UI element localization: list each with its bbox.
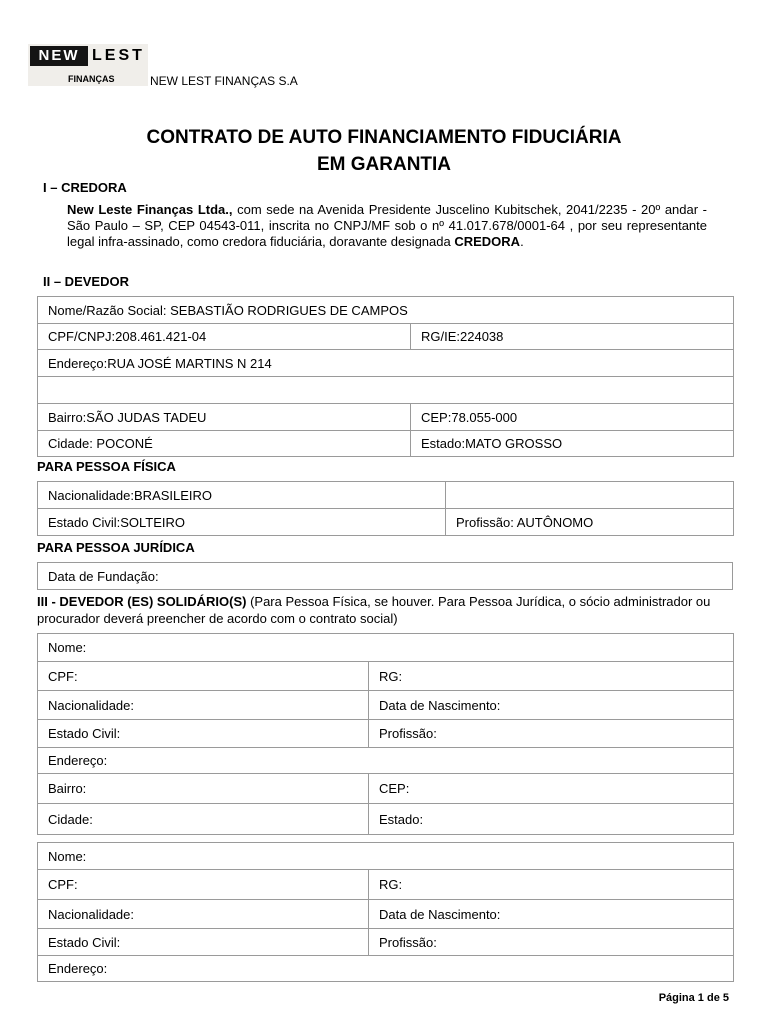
document-title-line2: EM GARANTIA	[316, 154, 452, 175]
sol2-estado-civil-field[interactable]: Estado Civil:	[38, 929, 369, 956]
sol1-cidade-field[interactable]: Cidade:	[38, 804, 369, 835]
devedor-bairro-field[interactable]: Bairro:SÃO JUDAS TADEU	[38, 404, 411, 431]
sol1-cpf-field[interactable]: CPF:	[38, 662, 369, 691]
devedor-endereco-extra-field[interactable]	[38, 377, 734, 404]
sol1-nascimento-field[interactable]: Data de Nascimento:	[369, 691, 734, 720]
section-credora-heading: I – CREDORA	[43, 180, 127, 195]
sol2-rg-field[interactable]: RG:	[369, 870, 734, 900]
credora-text-end: .	[520, 234, 524, 249]
credora-paragraph	[67, 202, 707, 250]
devedor-rg-field[interactable]: RG/IE:224038	[411, 324, 734, 350]
sol1-bairro-field[interactable]: Bairro:	[38, 774, 369, 804]
devedor-cep-field[interactable]: CEP:78.055-000	[411, 404, 734, 431]
sol2-nascimento-field[interactable]: Data de Nascimento:	[369, 900, 734, 929]
sol2-cpf-field[interactable]: CPF:	[38, 870, 369, 900]
sol2-profissao-field[interactable]: Profissão:	[369, 929, 734, 956]
pj-data-fundacao-field[interactable]: Data de Fundação:	[38, 563, 733, 590]
pf-profissao-field[interactable]: Profissão: AUTÔNOMO	[446, 509, 734, 536]
sol1-profissao-field[interactable]: Profissão:	[369, 720, 734, 748]
logo-word-new: NEW	[30, 46, 88, 66]
pf-empty-field[interactable]	[446, 482, 734, 509]
sol1-estado-civil-field[interactable]: Estado Civil:	[38, 720, 369, 748]
pessoa-juridica-table	[37, 562, 733, 590]
pf-nacionalidade-field[interactable]: Nacionalidade:BRASILEIRO	[38, 482, 446, 509]
devedor-solidario-header	[37, 593, 727, 627]
devedor-solidario-table-2	[37, 842, 734, 982]
section-devedor-heading: II – DEVEDOR	[43, 274, 129, 289]
company-name: NEW LEST FINANÇAS S.A	[150, 74, 298, 88]
sol2-nacionalidade-field[interactable]: Nacionalidade:	[38, 900, 369, 929]
credora-text: com sede na Avenida Presidente Juscelino Kubitschek, 2041/2235 - 20º andar - São Paulo – SP, CEP 04543-011, inscrita no CNPJ/MF sob o nº 41.017.678/0001-64 , por seu representante legal infra-assinado, como credora fiduciária, doravante designada	[67, 202, 707, 249]
sol1-endereco-field[interactable]: Endereço:	[38, 748, 734, 774]
devedor-table	[37, 296, 734, 457]
page-number: Página 1 de 5	[658, 992, 729, 1004]
sol2-nome-field[interactable]: Nome:	[38, 843, 734, 870]
sol1-rg-field[interactable]: RG:	[369, 662, 734, 691]
devedor-solidario-note: (Para Pessoa Física, se houver. Para Pessoa Jurídica, o sócio administrador ou procurador deverá preencher de acordo com o contrato social)	[37, 594, 711, 626]
sol1-cep-field[interactable]: CEP:	[369, 774, 734, 804]
sol1-nome-field[interactable]: Nome:	[38, 634, 734, 662]
devedor-endereco-field[interactable]: Endereço:RUA JOSÉ MARTINS N 214	[38, 350, 734, 377]
credora-designation: CREDORA	[454, 234, 521, 249]
pessoa-juridica-heading: PARA PESSOA JURÍDICA	[37, 540, 195, 555]
sol1-estado-field[interactable]: Estado:	[369, 804, 734, 835]
logo-word-lest: LEST	[92, 47, 145, 64]
pf-estado-civil-field[interactable]: Estado Civil:SOLTEIRO	[38, 509, 446, 536]
credora-company: New Leste Finanças Ltda.,	[67, 202, 233, 217]
section-devedor-solidario-heading: III - DEVEDOR (ES) SOLIDÁRIO(S)	[37, 594, 247, 609]
sol2-endereco-field[interactable]: Endereço:	[38, 956, 734, 982]
devedor-cidade-field[interactable]: Cidade: POCONÉ	[38, 431, 411, 457]
devedor-estado-field[interactable]: Estado:MATO GROSSO	[411, 431, 734, 457]
devedor-cpf-field[interactable]: CPF/CNPJ:208.461.421-04	[38, 324, 411, 350]
pessoa-fisica-heading: PARA PESSOA FÍSICA	[37, 459, 176, 474]
pessoa-fisica-table	[37, 481, 734, 536]
document-title-line1: CONTRATO DE AUTO FINANCIAMENTO FIDUCIÁRIA	[146, 127, 622, 148]
devedor-solidario-table-1	[37, 633, 734, 835]
logo-subtitle: FINANÇAS	[68, 74, 115, 84]
devedor-nome-field[interactable]: Nome/Razão Social: SEBASTIÃO RODRIGUES DE CAMPOS	[38, 297, 734, 324]
sol1-nacionalidade-field[interactable]: Nacionalidade:	[38, 691, 369, 720]
